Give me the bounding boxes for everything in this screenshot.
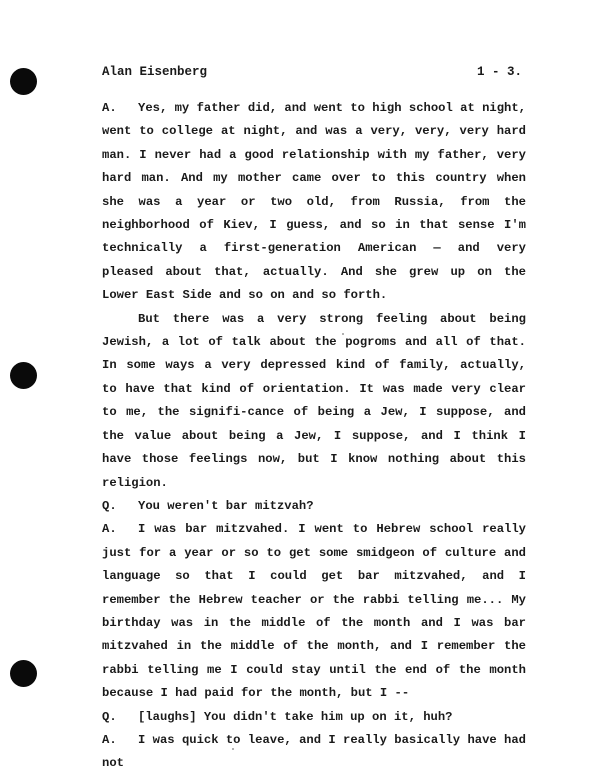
speaker-label: A. [102, 101, 117, 115]
answer-paragraph [102, 729, 526, 776]
binder-hole-top [10, 68, 37, 95]
scan-speck [342, 333, 344, 335]
page-header [102, 65, 522, 79]
binder-hole-middle [10, 362, 37, 389]
answer-paragraph [102, 97, 526, 308]
question-paragraph [102, 706, 526, 729]
binder-hole-bottom [10, 660, 37, 687]
speaker-label: Q. [102, 498, 117, 513]
continuation-paragraph [102, 308, 526, 495]
paragraph-text: I was quick to leave, and I really basically have had not [102, 732, 526, 771]
paragraph-text: [laughs] You didn't take him up on it, huh? [138, 709, 453, 724]
page-number: 1 - 3. [476, 65, 522, 79]
scan-speck [232, 748, 234, 750]
transcript-body [102, 97, 526, 776]
paragraph-text: I was bar mitzvahed. I went to Hebrew school really just for a year or so to get some smidgeon of culture and language so that I could get bar mitzvahed, and I remember the Hebrew teacher or the rabbi telling me... My birthday was in the middle of the month and I was bar mitzvahed in the middle of the month, and I remember the rabbi telling me I could stay until the end of the month because I had paid for the month, but I -- [102, 522, 526, 701]
answer-paragraph [102, 518, 526, 705]
question-paragraph [102, 495, 526, 518]
interviewee-name: Alan Eisenberg [102, 65, 208, 79]
speaker-label: A. [102, 732, 117, 747]
speaker-label: Q. [102, 709, 117, 724]
paragraph-text: You weren't bar mitzvah? [138, 498, 314, 513]
speaker-label: A. [102, 522, 117, 537]
paragraph-text: Yes, my father did, and went to high school at night, went to college at night, and was a very, very, very hard man. I never had a good relationship with my father, very hard man. And my mother came over to this country when she was a year or two old, from Russia, from the neighborhood of Kiev, I guess, and so in that sense I'm technically a first-generation American — and very pleased about that, actually. And she grew up on the Lower East Side and so on and so forth. [102, 101, 526, 303]
paragraph-text: But there was a very strong feeling about being Jewish, a lot of talk about the pogroms and all of that. In some ways a very depressed kind of family, actually, to have that kind of orientation. It was made very clear to me, the signifi-cance of being a Jew, I suppose, and the value about being a Jew, I suppose, and I think I have those feelings now, but I know nothing about this religion. [102, 311, 526, 490]
